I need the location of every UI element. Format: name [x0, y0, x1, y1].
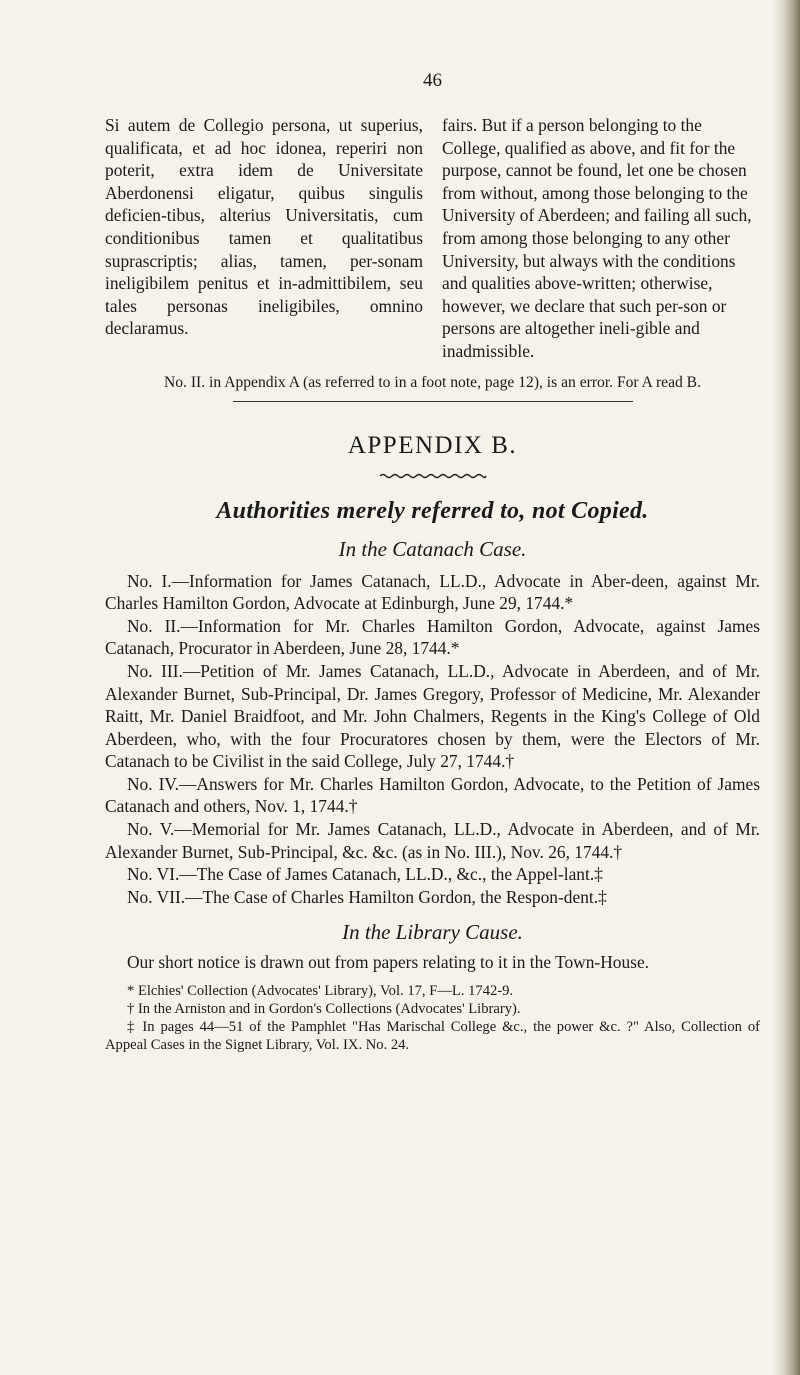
footnotes — [105, 982, 760, 1054]
page-number: 46 — [423, 70, 442, 91]
book-page — [105, 70, 760, 1054]
wavy-ornament-icon — [378, 472, 488, 480]
footnote: * Elchies' Collection (Advocates' Library), Vol. 17, F—L. 1742-9. — [127, 983, 514, 1000]
page-edge-shadow — [772, 0, 800, 1375]
list-item: No. VI.—The Case of James Catanach, LL.D., &c., the Appel-lant.‡ — [127, 864, 603, 885]
list-item: No. I.—Information for James Catanach, LL.D., Advocate in Aber-deen, against Mr. Charles Hamilton Gordon, Advocate at Edinburgh, June 29, 1744.* — [105, 570, 760, 614]
catanach-heading: In the Catanach Case. — [338, 536, 527, 561]
list-item: No. IV.—Answers for Mr. Charles Hamilton Gordon, Advocate, to the Petition of James Catanach and others, Nov. 1, 1744.† — [105, 773, 760, 817]
english-column: fairs. But if a person belonging to the College, qualified as above, and fit for the purpose, cannot be found, let one be chosen from without, among those belonging to the University of Aberdeen; and failing all such, from among those belonging to any other University, but always with the conditions and qualities above-written; otherwise, however, we declare that such per-son or persons are altogether ineli-gible and inadmissible. — [442, 115, 752, 361]
footnote: ‡ In pages 44—51 of the Pamphlet "Has Marischal College &c., the power &c. ?" Also, Collection of Appeal Cases in the Signet Library, Vol. IX. No. 24. — [105, 1019, 760, 1054]
erratum-note: No. II. in Appendix A (as referred to in a foot note, page 12), is an error. For A read B. — [164, 373, 701, 391]
latin-column: Si autem de Collegio persona, ut superius, qualificata, et ad hoc idonea, reperiri non poterit, extra idem de Universitate Aberdonensi eligatur, quibus singulis deficien-tibus, alterius Universitatis, cum conditionibus tamen et qualitatibus suprascriptis; alias, tamen, per-sonam ineligibilem penitus et in-admittibilem, seu tales personas ineligibiles, omnino declaramus. — [105, 115, 423, 339]
statute-columns — [105, 114, 760, 363]
footnote: † In the Arniston and in Gordon's Collections (Advocates' Library). — [127, 1001, 521, 1018]
horizontal-rule — [233, 401, 633, 402]
appendix-title: APPENDIX B. — [347, 431, 518, 459]
section-heading: Authorities merely referred to, not Copied. — [216, 497, 649, 524]
list-item: No. II.—Information for Mr. Charles Hamilton Gordon, Advocate, against James Catanach, Procurator in Aberdeen, June 28, 1744.* — [105, 615, 760, 659]
list-item: No. V.—Memorial for Mr. James Catanach, LL.D., Advocate in Aberdeen, and of Mr. Alexander Burnet, Sub-Principal, &c. &c. (as in No. III.), Nov. 26, 1744.† — [105, 819, 760, 862]
library-heading: In the Library Cause. — [342, 920, 523, 945]
list-item: No. III.—Petition of Mr. James Catanach, LL.D., Advocate in Aberdeen, and of Mr. Alexander Burnet, Sub-Principal, Dr. James Gregory, Professor of Medicine, Mr. Alexander Raitt, Mr. Daniel Braidfoot, and Mr. John Chalmers, Regents in the King's College of Old Aberdeen, who, with the four Procuratores chosen by them, were the Electors of Mr. Catanach to be Civilist in the said College, July 27, 1744.† — [105, 660, 760, 772]
list-item: No. VII.—The Case of Charles Hamilton Gordon, the Respon-dent.‡ — [127, 886, 607, 907]
catanach-entries — [105, 570, 760, 909]
library-paragraph: Our short notice is drawn out from papers relating to it in the Town-House. — [127, 952, 650, 973]
